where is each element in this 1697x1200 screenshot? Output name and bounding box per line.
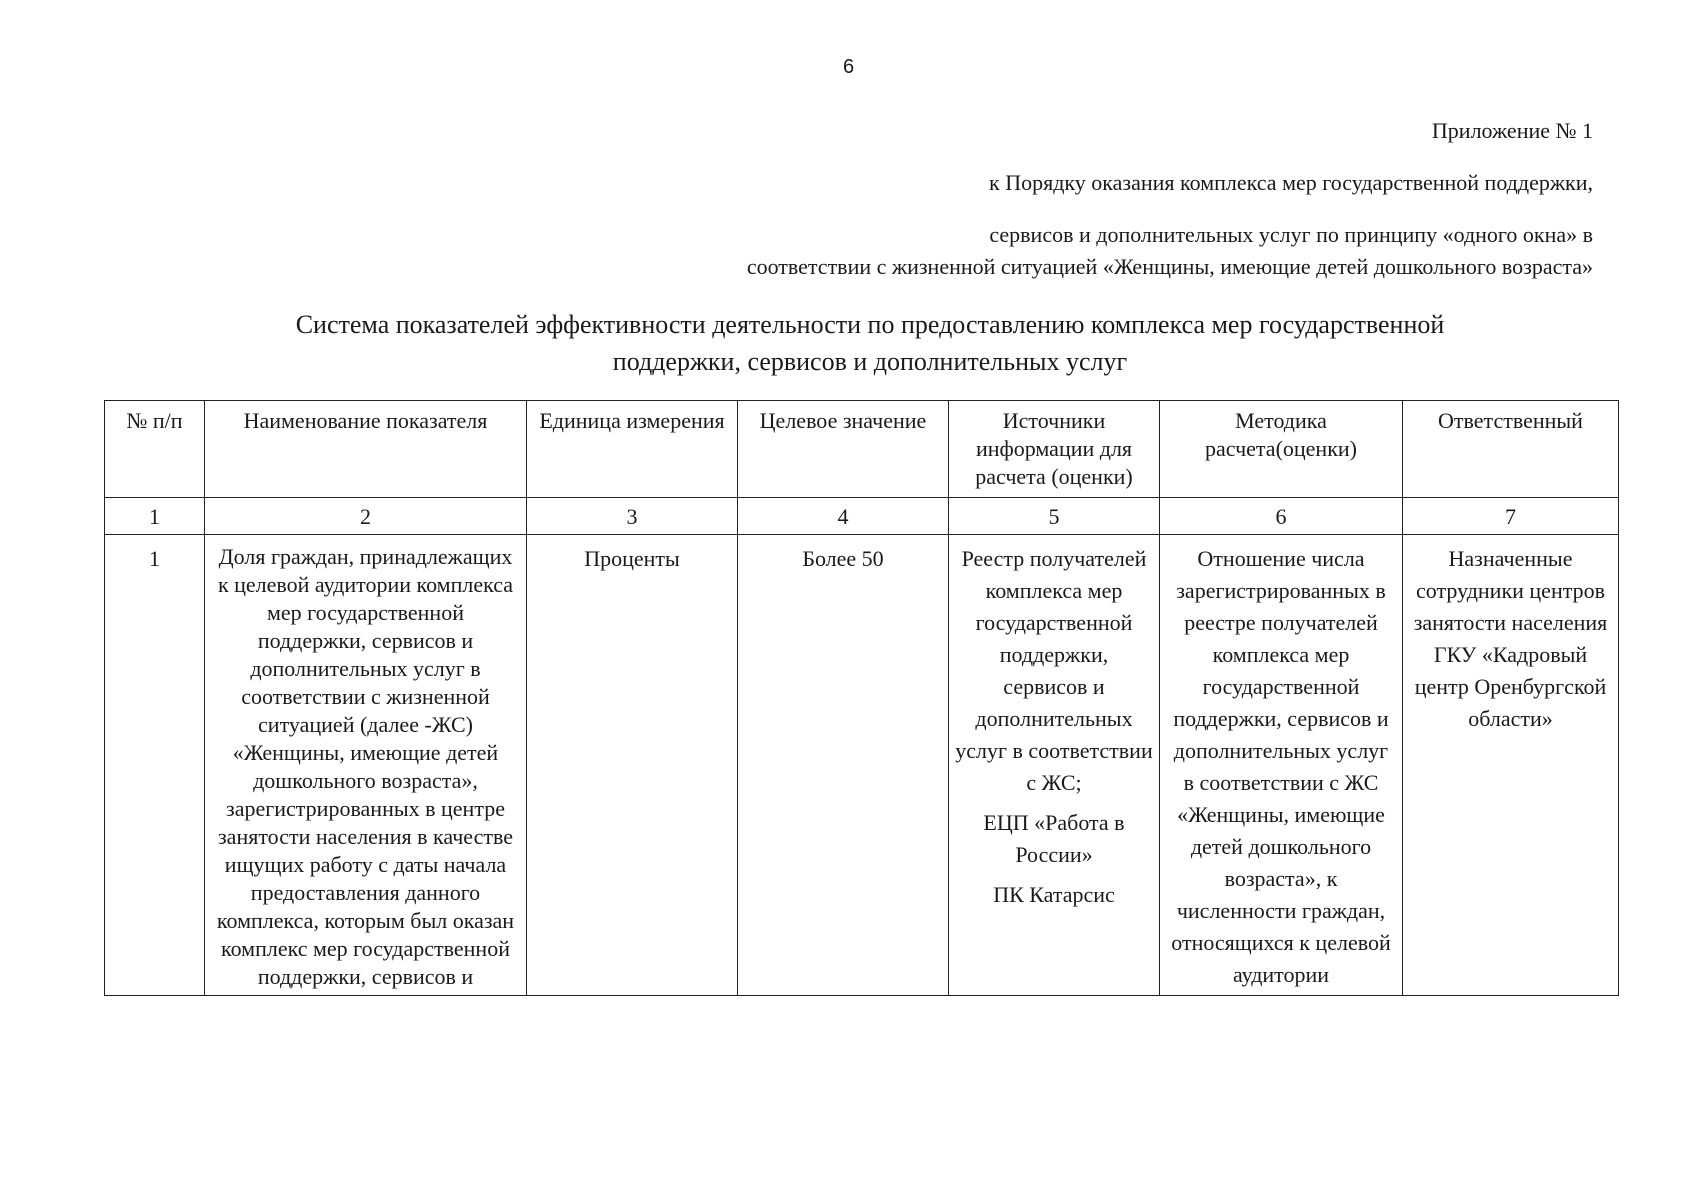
method-value: Отношение числа зарегистрированных в реестре получателей комплекса мер государственной поддержки, сервисов и дополнительных услуг в соответствии с ЖС «Женщины, имеющие детей дошкольного возраста», к численности граждан, относящихся к целевой аудитории xyxy=(1160,535,1403,996)
source-registry: Реестр получателей комплекса мер государственной поддержки, сервисов и дополнительных услуг в соответствии с ЖС; xyxy=(955,546,1153,795)
appendix-line-3: соответствии с жизненной ситуацией «Женщины, имеющие детей дошкольного возраста» xyxy=(746,254,1593,279)
header-unit: Единица измерения xyxy=(527,401,738,498)
row-number: 1 xyxy=(105,535,205,996)
document-title-line-2: поддержки, сервисов и дополнительных услуг xyxy=(612,347,1128,376)
appendix-line-1: к Порядку оказания комплекса мер государственной поддержки, xyxy=(989,170,1593,195)
column-number-4: 4 xyxy=(738,498,949,535)
header-target-value: Целевое значение xyxy=(738,401,949,498)
column-number-6: 6 xyxy=(1160,498,1403,535)
unit-value: Проценты xyxy=(527,535,738,996)
column-number-3: 3 xyxy=(527,498,738,535)
header-sources: Источники информации для расчета (оценки) xyxy=(949,401,1160,498)
indicators-table xyxy=(104,400,1619,996)
sources-cell xyxy=(949,535,1160,996)
header-number: № п/п xyxy=(105,401,205,498)
header-responsible: Ответственный xyxy=(1403,401,1619,498)
column-number-2: 2 xyxy=(205,498,527,535)
document-title-line-1: Система показателей эффективности деятельности по предоставлению комплекса мер государственной xyxy=(295,310,1445,339)
column-number-7: 7 xyxy=(1403,498,1619,535)
target-value: Более 50 xyxy=(738,535,949,996)
source-portal: ЕЦП «Работа в России» xyxy=(983,810,1125,867)
header-indicator-name: Наименование показателя xyxy=(205,401,527,498)
table-row xyxy=(105,535,1619,996)
appendix-line-2: сервисов и дополнительных услуг по принципу «одного окна» в xyxy=(989,222,1593,247)
table-column-numbers-row xyxy=(105,498,1619,535)
appendix-title: Приложение № 1 xyxy=(1431,118,1593,143)
indicator-name: Доля граждан, принадлежащих к целевой аудитории комплекса мер государственной поддержки, сервисов и дополнительных услуг в соответствии с жизненной ситуацией (далее -ЖС) «Женщины, имеющие детей дошкольного возраста», зарегистрированных в центре занятости населения в качестве ищущих работу с даты начала предоставления данного комплекса, которым был оказан комплекс мер государственной поддержки, сервисов и xyxy=(205,535,527,996)
responsible-value: Назначенные сотрудники центров занятости населения ГКУ «Кадровый центр Оренбургской области» xyxy=(1403,535,1619,996)
document-title xyxy=(100,306,1640,380)
column-number-1: 1 xyxy=(105,498,205,535)
column-number-5: 5 xyxy=(949,498,1160,535)
page-number: 6 xyxy=(842,56,855,78)
table-header-row xyxy=(105,401,1619,498)
header-method: Методика расчета(оценки) xyxy=(1160,401,1403,498)
source-katarsis: ПК Катарсис xyxy=(993,882,1115,907)
